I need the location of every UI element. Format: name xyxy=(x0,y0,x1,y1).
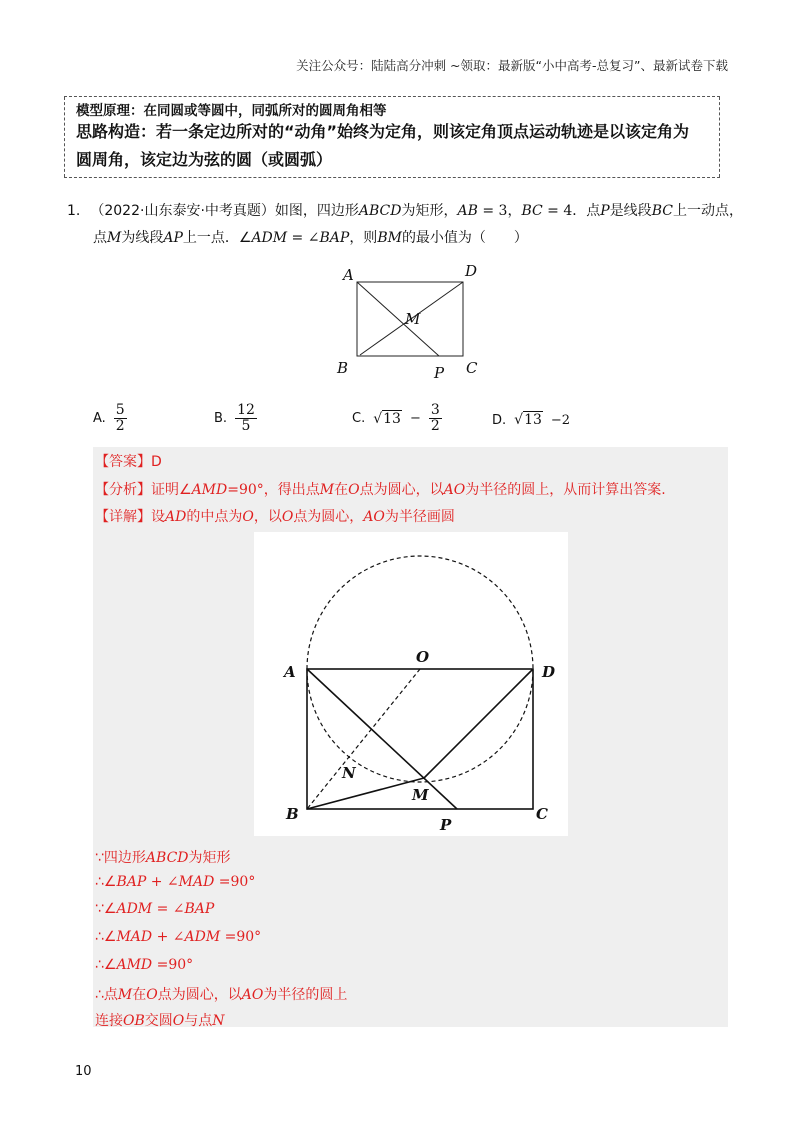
construction-idea-line-2: 圆周角，该定边为弦的圆（或圆弧） xyxy=(76,150,333,169)
page-header: 关注公众号：陆陆高分冲刺 ~领取：最新版“小中高考-总复习”、最新试卷下载 xyxy=(296,58,728,73)
option-b: B. $\frac{12}{5}$ xyxy=(214,402,255,435)
construction-idea-line: 思路构造：若一条定边所对的“动角”始终为定角，则该定角顶点运动轨迹是以该定角为 xyxy=(76,122,690,141)
analysis-line: 【分析】证明∠AMD=90°，得出点M在O点为圆心，以AO为半径的圆上，从而计算出答案. xyxy=(95,482,666,498)
question-figure xyxy=(330,258,490,384)
solution-figure-panel xyxy=(254,532,568,836)
label-c: C xyxy=(536,805,548,823)
step-6: ∴点M在O点为圆心，以AO为半径的圆上 xyxy=(95,987,348,1003)
label-p: P xyxy=(440,816,452,834)
circle-lower-arc xyxy=(307,669,533,782)
step-5: ∴∠AMD =90° xyxy=(95,957,194,973)
segment-ap xyxy=(357,282,439,356)
option-d: D. √13 −2 xyxy=(492,412,571,428)
segment-bm xyxy=(307,778,424,809)
label-b: B xyxy=(286,805,299,823)
label-d: D xyxy=(542,663,556,681)
label-n: N xyxy=(342,764,356,782)
step-2: ∴∠BAP + ∠MAD =90° xyxy=(95,874,256,890)
segment-ap xyxy=(307,669,457,809)
label-o: O xyxy=(416,648,430,666)
question-line-1: 1. （2022·山东泰安·中考真题）如图，四边形ABCD为矩形，AB = 3，BC = 4．点P是线段BC上一动点， xyxy=(67,203,743,219)
step-7: 连接OB交圆O与点N xyxy=(95,1013,225,1029)
label-m: M xyxy=(412,786,429,804)
page-number: 10 xyxy=(75,1064,92,1079)
step-1: ∵四边形ABCD为矩形 xyxy=(95,850,231,866)
option-a: A. $\frac{5}{2}$ xyxy=(93,402,125,435)
segment-ob xyxy=(307,669,420,809)
segment-dm xyxy=(424,669,533,778)
model-principle-box xyxy=(64,96,720,178)
answer-line: 【答案】D xyxy=(95,454,162,470)
question-number: 1. xyxy=(67,203,81,219)
step-3: ∵∠ADM = ∠BAP xyxy=(95,901,215,917)
label-d: D xyxy=(465,262,478,280)
model-principle-line: 模型原理：在同圆或等圆中，同弧所对的圆周角相等 xyxy=(76,103,387,119)
step-4: ∴∠MAD + ∠ADM =90° xyxy=(95,929,262,945)
label-m: M xyxy=(405,310,421,328)
label-b: B xyxy=(337,359,349,377)
option-c: C. √13 − $\frac{3}{2}$ xyxy=(352,402,440,435)
label-a: A xyxy=(343,266,354,284)
label-c: C xyxy=(466,359,478,377)
solution-figure xyxy=(254,532,568,836)
detail-line: 【详解】设AD的中点为O，以O点为圆心，AO为半径画圆 xyxy=(95,509,455,525)
question-line-2: 点M为线段AP上一点．∠ADM = ∠BAP，则BM的最小值为（ ） xyxy=(93,230,528,246)
label-p: P xyxy=(434,364,445,382)
label-a: A xyxy=(284,663,296,681)
